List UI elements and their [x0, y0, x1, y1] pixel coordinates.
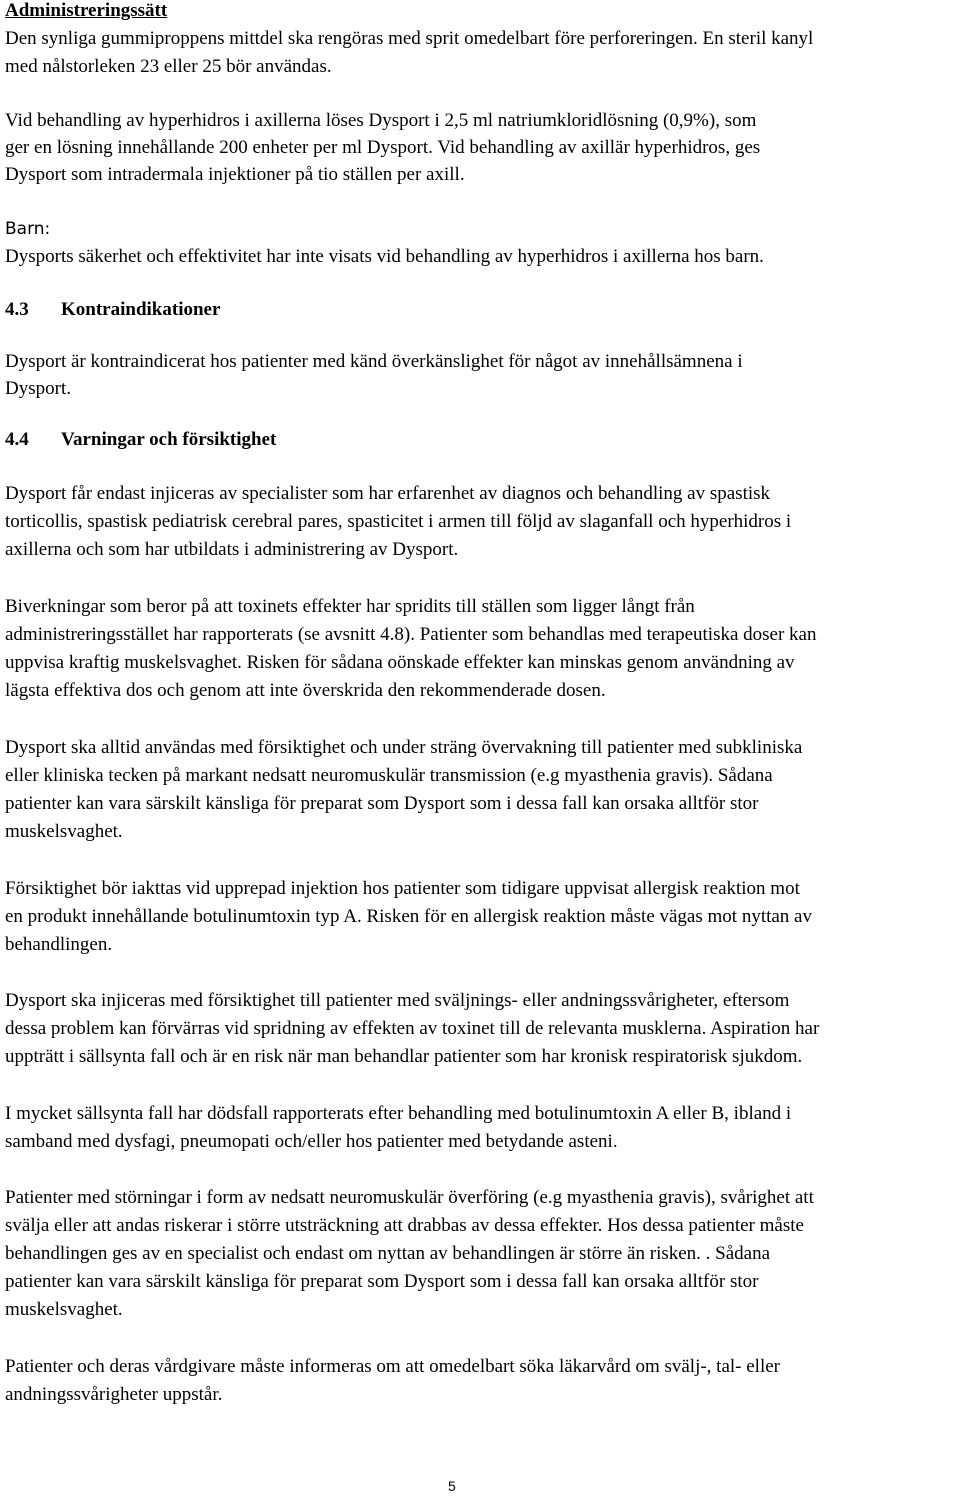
paragraph-line: Patienter och deras vårdgivare måste informeras om att omedelbart söka läkarvård om svälj-, tal- eller	[5, 1356, 781, 1377]
paragraph-line: Dysport ska alltid användas med försiktighet och under sträng övervakning till patienter med subkliniska	[5, 737, 803, 758]
paragraph-line: Biverkningar som beror på att toxinets effekter har spridits till ställen som ligger långt från	[5, 596, 695, 617]
paragraph-line: Dysport som intradermala injektioner på tio ställen per axill.	[5, 164, 465, 185]
paragraph-line: Dysport är kontraindicerat hos patienter med känd överkänslighet för något av innehållsämnena i	[5, 351, 743, 372]
paragraph-line: svälja eller att andas riskerar i större utsträckning att drabbas av dessa effekter. Hos dessa patienter måste	[5, 1215, 804, 1236]
paragraph-line: Dysport.	[5, 378, 71, 399]
paragraph-line: eller kliniska tecken på markant nedsatt neuromuskulär transmission (e.g myasthenia gravis). Sådana	[5, 765, 773, 786]
paragraph-line: uppvisa kraftig muskelsvaghet. Risken för sådana oönskade effekter kan minskas genom användning av	[5, 652, 795, 673]
paragraph-line: muskelsvaghet.	[5, 821, 123, 842]
paragraph-line: patienter kan vara särskilt känsliga för preparat som Dysport som i dessa fall kan orsaka alltför stor	[5, 793, 759, 814]
paragraph-line: samband med dysfagi, pneumopati och/eller hos patienter med betydande asteni.	[5, 1131, 618, 1152]
paragraph-line: behandlingen ges av en specialist och endast om nyttan av behandlingen är större än risken. . Sådana	[5, 1243, 771, 1264]
paragraph-line: Vid behandling av hyperhidros i axillerna löses Dysport i 2,5 ml natriumkloridlösning (0,9%), som	[5, 110, 757, 131]
paragraph-line: med nålstorleken 23 eller 25 bör användas.	[5, 56, 332, 77]
paragraph-line: ger en lösning innehållande 200 enheter per ml Dysport. Vid behandling av axillär hyperhidros, ges	[5, 137, 761, 158]
paragraph-line: patienter kan vara särskilt känsliga för preparat som Dysport som i dessa fall kan orsaka alltför stor	[5, 1271, 759, 1292]
administration-heading: Administreringssätt	[5, 0, 168, 21]
paragraph-line: andningssvårigheter uppstår.	[5, 1384, 223, 1405]
paragraph-line: dessa problem kan förvärras vid spridning av effekten av toxinet till de relevanta musklerna. Aspiration har	[5, 1018, 820, 1039]
paragraph-line: uppträtt i sällsynta fall och är en risk när man behandlar patienter som har kronisk respiratorisk sjukdom.	[5, 1046, 803, 1067]
paragraph-line: lägsta effektiva dos och genom att inte överskrida den rekommenderade dosen.	[5, 680, 606, 701]
paragraph-line: Patienter med störningar i form av nedsatt neuromuskulär överföring (e.g myasthenia gravis), svårighet att	[5, 1187, 814, 1208]
children-label: Barn:	[5, 219, 51, 239]
paragraph-line: Försiktighet bör iakttas vid upprepad injektion hos patienter som tidigare uppvisat allergisk reaktion mot	[5, 878, 800, 899]
paragraph-line: en produkt innehållande botulinumtoxin typ A. Risken för en allergisk reaktion måste vägas mot nyttan av	[5, 906, 812, 927]
paragraph-line: behandlingen.	[5, 934, 113, 955]
paragraph-line: torticollis, spastisk pediatrisk cerebral pares, spasticitet i armen till följd av slaganfall och hyperhidros i	[5, 511, 792, 532]
paragraph-line: axillerna och som har utbildats i administrering av Dysport.	[5, 539, 459, 560]
paragraph-line: muskelsvaghet.	[5, 1299, 123, 1320]
section-number: 4.3	[5, 299, 29, 320]
paragraph-line: Den synliga gummiproppens mittdel ska rengöras med sprit omedelbart före perforeringen. En steril kanyl	[5, 28, 814, 49]
paragraph-line: Dysports säkerhet och effektivitet har inte visats vid behandling av hyperhidros i axillerna hos barn.	[5, 246, 764, 267]
section-title: Kontraindikationer	[61, 299, 221, 320]
paragraph-line: Dysport ska injiceras med försiktighet till patienter med sväljnings- eller andningssvårigheter, eftersom	[5, 990, 790, 1011]
paragraph-line: I mycket sällsynta fall har dödsfall rapporterats efter behandling med botulinumtoxin A eller B, ibland i	[5, 1103, 792, 1124]
page-number: 5	[448, 1478, 456, 1494]
section-number: 4.4	[5, 429, 29, 450]
paragraph-line: Dysport får endast injiceras av specialister som har erfarenhet av diagnos och behandling av spastisk	[5, 483, 771, 504]
paragraph-line: administreringsstället har rapporterats (se avsnitt 4.8). Patienter som behandlas med terapeutiska doser kan	[5, 624, 817, 645]
section-title: Varningar och försiktighet	[61, 429, 277, 450]
